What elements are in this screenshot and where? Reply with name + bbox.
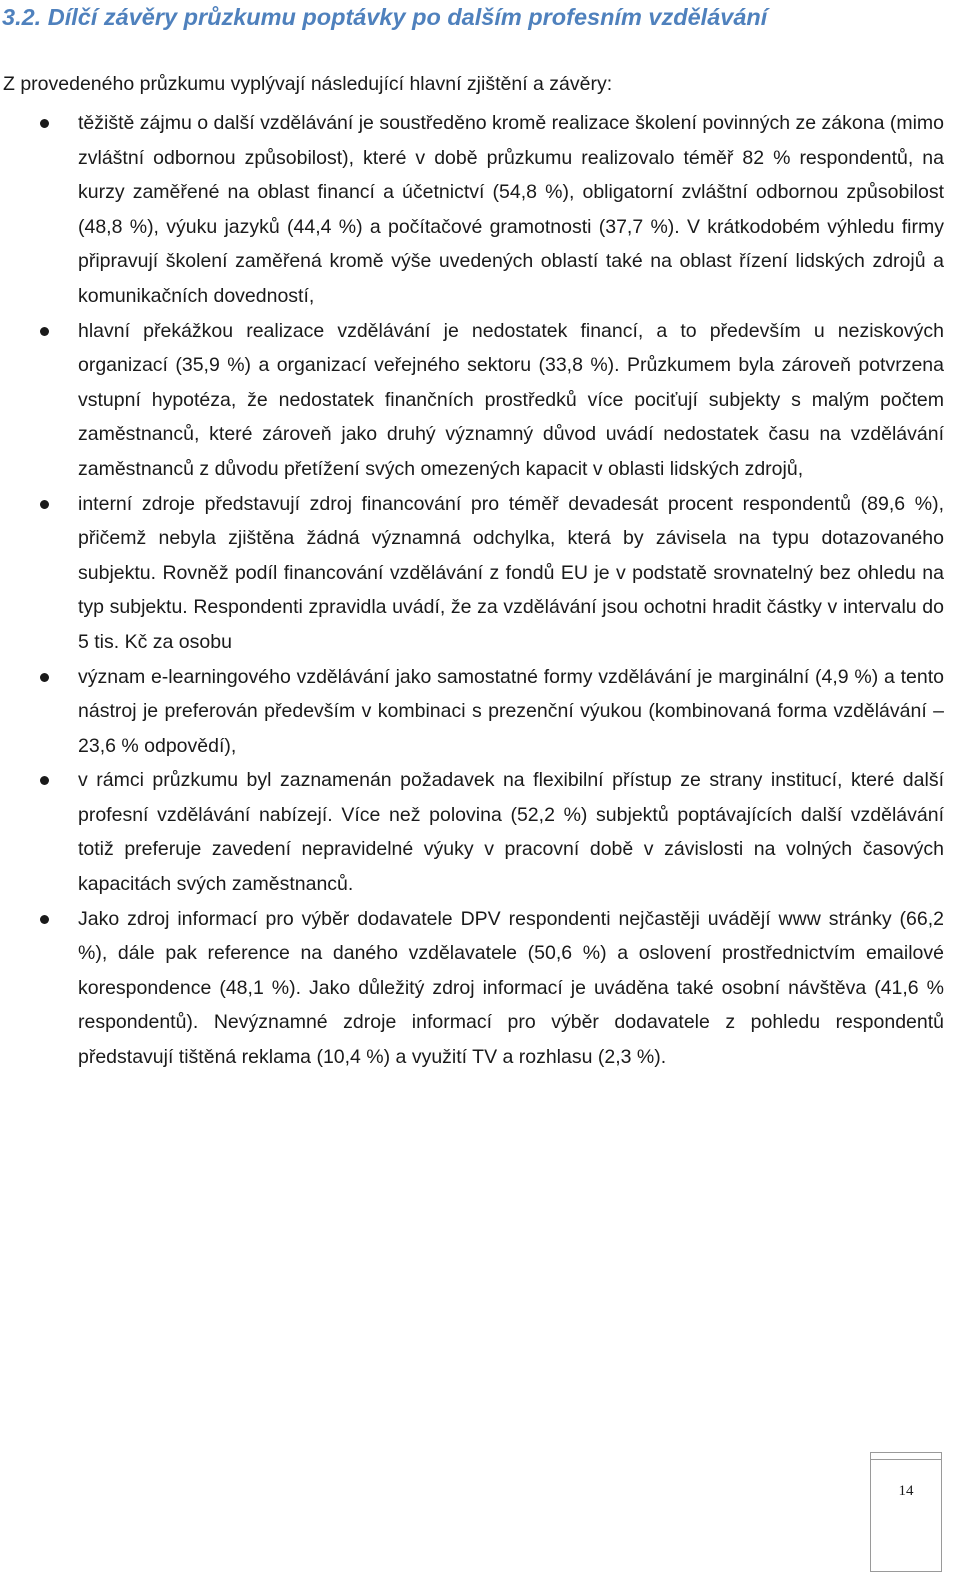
- page-number-divider: [871, 1459, 941, 1460]
- page-number: 14: [898, 1483, 914, 1499]
- list-item: [0, 902, 960, 1075]
- list-item: [0, 106, 960, 314]
- list-item-text: těžiště zájmu o další vzdělávání je soustředěno kromě realizace školení povinných ze zákona (mimo zvláštní odbornou způsobilost), které v době průzkumu realizovalo téměř 82 % respondentů, na kurzy zaměřené na oblast financí a účetnictví (54,8 %), obligatorní zvláštní odbornou způsobilost (48,8 %), výuku jazyků (44,4 %) a počítačové gramotnosti (37,7 %). V krátkodobém výhledu firmy připravují školení zaměřená kromě výše uvedených oblastí také na oblast řízení lidských zdrojů a komunikačních dovedností,: [78, 112, 945, 307]
- list-item: [0, 763, 960, 901]
- bullet-icon: [40, 673, 49, 682]
- bullet-icon: [40, 776, 49, 785]
- list-item: [0, 487, 960, 660]
- findings-list: [0, 106, 960, 1075]
- list-item: [0, 314, 960, 487]
- bullet-icon: [40, 327, 49, 336]
- list-item-text: interní zdroje představují zdroj financování pro téměř devadesát procent respondentů (89,6 %), přičemž nebyla zjištěna žádná významná odchylka, která by závisela na typu dotazovaného subjektu. Rovněž podíl financování vzdělávání z fondů EU je v podstatě srovnatelný bez ohledu na typ subjektu. Respondenti zpravidla uvádí, že za vzdělávání jsou ochotni hradit částky v intervalu do 5 tis. Kč za osobu: [78, 492, 944, 653]
- page-number-box: [870, 1452, 942, 1572]
- bullet-icon: [40, 119, 49, 128]
- bullet-icon: [40, 500, 49, 509]
- list-item-text: hlavní překážkou realizace vzdělávání je nedostatek financí, a to především u neziskových organizací (35,9 %) a organizací veřejného sektoru (33,8 %). Průzkumem byla zároveň potvrzena vstupní hypotéza, že nedostatek finančních prostředků více pociťují subjekty s malým počtem zaměstnanců, které zároveň jako druhý významný důvod uvádí nedostatek času na vzdělávání zaměstnanců z důvodu přetížení svých omezených kapacit v oblasti lidských zdrojů,: [78, 319, 944, 480]
- list-item-text: význam e-learningového vzdělávání jako samostatné formy vzdělávání je marginální (4,9 %) a tento nástroj je preferován především v kombinaci s prezenční výukou (kombinovaná forma vzdělávání – 23,6 % odpovědí),: [78, 665, 944, 757]
- list-item-text: v rámci průzkumu byl zaznamenán požadavek na flexibilní přístup ze strany institucí, které další profesní vzdělávání nabízejí. Více než polovina (52,2 %) subjektů poptávajících další vzdělávání totiž preferuje zavedení nepravidelné výuky v pracovní době v závislosti na volných časových kapacitách svých zaměstnanců.: [78, 769, 944, 896]
- intro-paragraph: Z provedeného průzkumu vyplývají následující hlavní zjištění a závěry:: [3, 73, 613, 95]
- bullet-icon: [40, 915, 49, 924]
- list-item: [0, 660, 960, 764]
- section-heading: 3.2. Dílčí závěry průzkumu poptávky po dalším profesním vzdělávání: [2, 4, 768, 30]
- list-item-text: Jako zdroj informací pro výběr dodavatele DPV respondenti nejčastěji uvádějí www stránky (66,2 %), dále pak reference na daného vzdělavatele (50,6 %) a oslovení prostřednictvím emailové korespondence (48,1 %). Jako důležitý zdroj informací je uváděna také osobní návštěva (41,6 % respondentů). Nevýznamné zdroje informací pro výběr dodavatele z pohledu respondentů představují tištěná reklama (10,4 %) a využití TV a rozhlasu (2,3 %).: [78, 907, 944, 1069]
